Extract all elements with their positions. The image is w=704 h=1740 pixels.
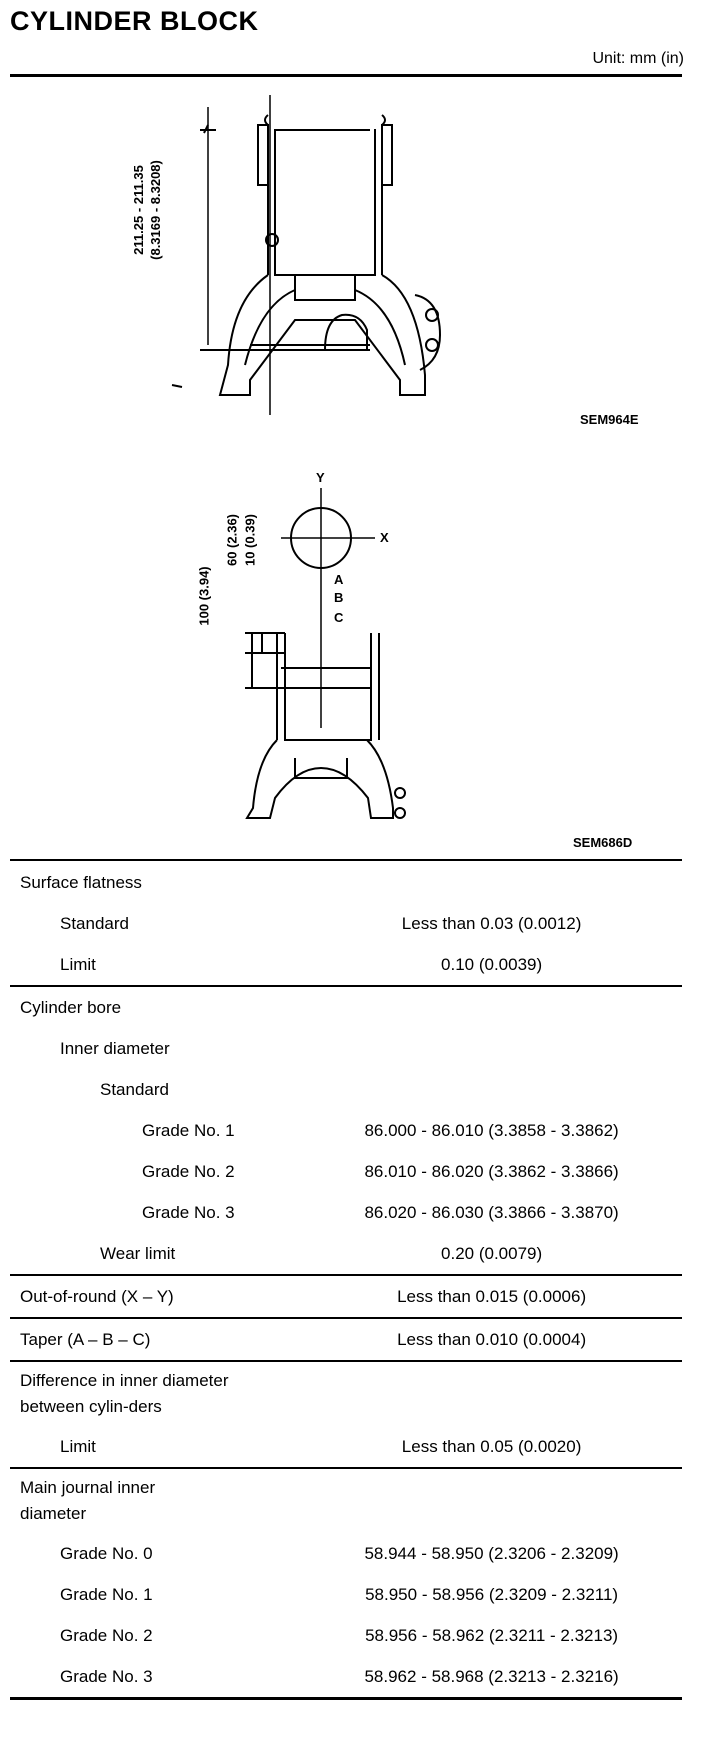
fig1-dim-label (130, 160, 164, 260)
grade2-value: 86.010 - 86.020 (3.3862 - 3.3866) (364, 1161, 619, 1181)
spec-row (10, 1318, 682, 1361)
spec-row (10, 1110, 682, 1151)
standard-label: Standard (100, 1079, 169, 1099)
spec-table (10, 862, 682, 1700)
spec-row (10, 1233, 682, 1275)
figure-divider (10, 859, 682, 861)
inner-diameter-label: Inner diameter (60, 1038, 170, 1058)
mj-grade0-value: 58.944 - 58.950 (2.3206 - 2.3209) (364, 1543, 619, 1563)
spec-row (10, 1275, 682, 1318)
page-title: CYLINDER BLOCK (10, 6, 259, 36)
cylinder-bore-label: Cylinder bore (10, 986, 301, 1028)
measure-point-a: A (334, 572, 344, 587)
spec-row (10, 1656, 682, 1699)
spec-row (10, 1615, 682, 1656)
diff-limit-label: Limit (60, 1436, 96, 1456)
difference-text: Difference in inner diameter between cylin-ders (20, 1371, 229, 1416)
spec-row (10, 1192, 682, 1233)
mj-grade1-value: 58.950 - 58.956 (2.3209 - 2.3211) (365, 1584, 619, 1604)
measure-point-b: B (334, 590, 344, 605)
out-of-round-value: Less than 0.015 (0.0006) (301, 1275, 682, 1318)
fig1-code: SEM964E (580, 412, 639, 427)
spec-row (10, 903, 682, 944)
spec-row (10, 1426, 682, 1468)
out-of-round-label: Out-of-round (X – Y) (10, 1275, 301, 1318)
spec-row (10, 862, 682, 903)
mj-grade1-label: Grade No. 1 (60, 1584, 153, 1604)
measure-point-c: C (334, 610, 344, 625)
fig2-code: SEM686D (573, 835, 633, 850)
cylinder-block-side-diagram (120, 95, 540, 440)
sf-limit-value: 0.10 (0.0039) (441, 954, 543, 974)
fig1-dim-imperial: (8.3169 - 8.3208) (148, 160, 163, 260)
fig2-dim-100: 100 (3.94) (196, 566, 212, 626)
wear-limit-value: 0.20 (0.0079) (441, 1243, 543, 1263)
diff-limit-value: Less than 0.05 (0.0020) (401, 1436, 582, 1456)
difference-label (10, 1361, 301, 1426)
surface-flatness-label: Surface flatness (20, 872, 142, 892)
fig1-dim-value: 211.25 - 211.35 (131, 165, 146, 255)
spec-row (10, 1069, 682, 1110)
sf-standard-value: Less than 0.03 (0.0012) (401, 913, 582, 933)
taper-value: Less than 0.010 (0.0004) (301, 1318, 682, 1361)
mj-grade2-value: 58.956 - 58.962 (2.3211 - 2.3213) (365, 1625, 619, 1645)
spec-row (10, 1028, 682, 1069)
spec-row (10, 1151, 682, 1192)
spec-row (10, 986, 682, 1028)
fig2-dim-10: 10 (0.39) (242, 513, 258, 567)
main-journal-text: Main journal inner diameter (20, 1478, 156, 1523)
wear-limit-label: Wear limit (100, 1243, 176, 1263)
mj-grade2-label: Grade No. 2 (60, 1625, 153, 1645)
grade2-label: Grade No. 2 (142, 1161, 235, 1181)
spec-row (10, 1361, 682, 1426)
grade1-value: 86.000 - 86.010 (3.3858 - 3.3862) (364, 1120, 619, 1140)
fig2-dim-60: 60 (2.36) (224, 513, 240, 567)
mj-grade0-label: Grade No. 0 (60, 1543, 153, 1563)
sf-limit-label: Limit (60, 954, 96, 974)
spec-row (10, 1468, 682, 1533)
spec-row (10, 944, 682, 986)
mj-grade3-value: 58.962 - 58.968 (2.3213 - 2.3216) (301, 1656, 682, 1699)
spec-row (10, 1574, 682, 1615)
sf-standard-label: Standard (60, 913, 129, 933)
taper-label: Taper (A – B – C) (10, 1318, 301, 1361)
mj-grade3-label: Grade No. 3 (10, 1656, 301, 1699)
axis-x-label: X (380, 530, 389, 545)
spec-row (10, 1533, 682, 1574)
grade3-value: 86.020 - 86.030 (3.3866 - 3.3870) (364, 1202, 619, 1222)
main-journal-label (10, 1468, 301, 1533)
grade1-label: Grade No. 1 (142, 1120, 235, 1140)
axis-y-label: Y (316, 470, 325, 485)
grade3-label: Grade No. 3 (142, 1202, 235, 1222)
unit-label: Unit: mm (in) (592, 50, 684, 67)
header-divider (10, 74, 682, 77)
